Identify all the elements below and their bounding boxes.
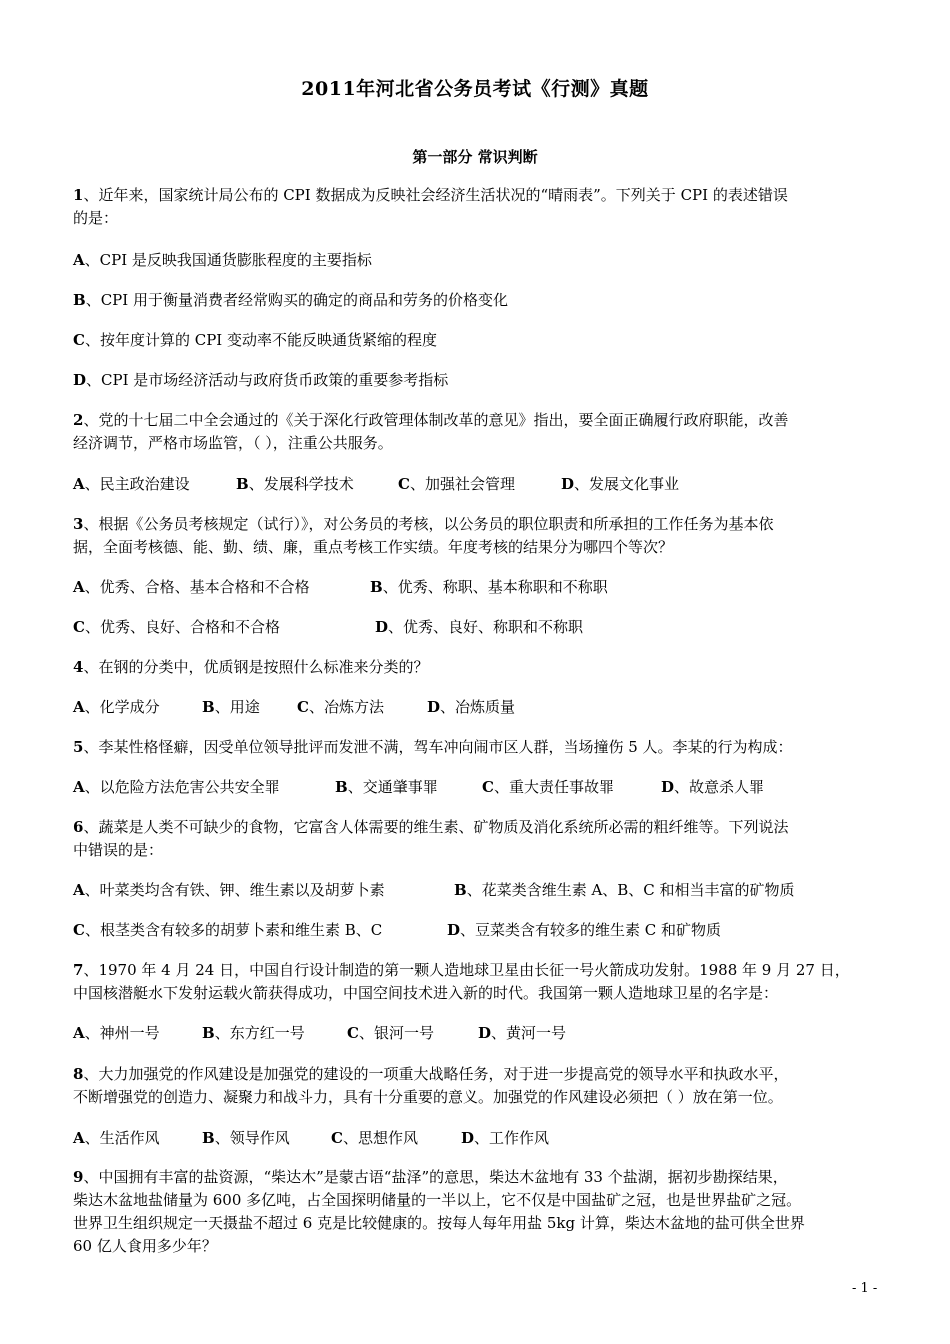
option-text: 、生活作风	[84, 1129, 160, 1147]
question-1-option-a	[73, 249, 372, 271]
option-text: 、冶炼质量	[440, 698, 516, 716]
question-text: 、中国拥有丰富的盐资源，“柴达木”是蒙古语“盐泽”的意思，柴达木盆地有 33 个盐湖，据初步勘探结果，	[83, 1168, 788, 1186]
option-letter: B	[202, 1129, 215, 1147]
option-text: 、以危险方法危害公共安全罪	[84, 778, 280, 796]
option-text: 、东方红一号	[214, 1024, 305, 1042]
option-text: 、冶炼方法	[308, 698, 384, 716]
option-text: 、神州一号	[84, 1024, 160, 1042]
option-letter: C	[482, 778, 494, 796]
option-text: 、CPI 是反映我国通货膨胀程度的主要指标	[84, 251, 372, 269]
option-letter: D	[447, 921, 461, 939]
question-5-option-c	[482, 776, 614, 798]
question-1-option-c	[73, 329, 437, 351]
option-text: 、花菜类含维生素 A、B、C 和相当丰富的矿物质	[466, 881, 795, 899]
option-text: 、优秀、合格、基本合格和不合格	[84, 578, 310, 596]
option-letter: C	[398, 475, 410, 493]
option-letter: A	[73, 251, 85, 269]
question-2-option-d	[561, 473, 679, 495]
question-7-option-b	[202, 1022, 305, 1044]
option-letter: B	[335, 778, 348, 796]
option-letter: D	[478, 1024, 492, 1042]
option-letter: A	[73, 1024, 85, 1042]
question-6-text-line-2: 中错误的是：	[73, 841, 164, 859]
option-text: 、故意杀人罪	[674, 778, 765, 796]
question-5-option-b	[335, 776, 438, 798]
option-text: 、发展科学技术	[248, 475, 354, 493]
question-9-text-line-3: 世界卫生组织规定一天摄盐不超过 6 克是比较健康的。按每人每年用盐 5kg 计算，柴达木盆地的盐可供全世界	[73, 1214, 805, 1232]
option-text: 、思想作风	[342, 1129, 418, 1147]
question-2-option-b	[236, 473, 354, 495]
question-7-text-line-1	[73, 959, 850, 981]
question-4-option-a	[73, 696, 160, 718]
option-text: 、领导作风	[214, 1129, 290, 1147]
option-letter: B	[454, 881, 467, 899]
option-letter: C	[73, 331, 85, 349]
question-text: 、1970 年 4 月 24 日，中国自行设计制造的第一颗人造地球卫星由长征一号火箭成功发射。1988 年 9 月 27 日，	[83, 961, 850, 979]
option-letter: C	[331, 1129, 343, 1147]
question-7-option-d	[478, 1022, 566, 1044]
question-6-option-a	[73, 879, 385, 901]
option-letter: B	[202, 698, 215, 716]
question-9-text-line-2: 柴达木盆地盐储量为 600 多亿吨，占全国探明储量的一半以上，它不仅是中国盐矿之冠，也是世界盐矿之冠。	[73, 1191, 802, 1209]
question-6-option-b	[454, 879, 795, 901]
option-letter: D	[561, 475, 575, 493]
question-number: 5	[73, 738, 84, 756]
option-text: 、重大责任事故罪	[493, 778, 614, 796]
option-letter: C	[73, 921, 85, 939]
question-2-text-line-2: 经济调节，严格市场监管，（ ），注重公共服务。	[73, 434, 393, 452]
question-8-option-d	[461, 1127, 549, 1149]
option-letter: A	[73, 778, 85, 796]
option-text: 、CPI 用于衡量消费者经常购买的确定的商品和劳务的价格变化	[85, 291, 508, 309]
question-6-text-line-1	[73, 816, 788, 838]
option-text: 、根茎类含有较多的胡萝卜素和维生素 B、C	[84, 921, 383, 939]
question-7-option-a	[73, 1022, 160, 1044]
question-8-option-b	[202, 1127, 290, 1149]
question-number: 6	[73, 818, 84, 836]
question-number: 3	[73, 515, 84, 533]
question-8-text-line-2: 不断增强党的创造力、凝聚力和战斗力，具有十分重要的意义。加强党的作风建设必须把（ ）放在第一位。	[73, 1088, 783, 1106]
question-number: 1	[73, 186, 84, 204]
option-letter: D	[73, 371, 87, 389]
option-letter: D	[427, 698, 441, 716]
question-3-option-a	[73, 576, 310, 598]
question-text: 、党的十七届二中全会通过的《关于深化行政管理体制改革的意见》指出，要全面正确履行政府职能，改善	[83, 411, 789, 429]
question-number: 4	[73, 658, 84, 676]
option-letter: C	[347, 1024, 359, 1042]
question-number: 9	[73, 1168, 84, 1186]
question-9-text-line-1	[73, 1166, 788, 1188]
page-number: - 1 -	[852, 1281, 878, 1296]
option-text: 、民主政治建设	[84, 475, 190, 493]
question-1-option-b	[73, 289, 508, 311]
option-text: 、叶菜类均含有铁、钾、维生素以及胡萝卜素	[84, 881, 385, 899]
option-letter: A	[73, 578, 85, 596]
question-4-text-line-1	[73, 656, 428, 678]
option-letter: D	[661, 778, 675, 796]
question-3-option-c	[73, 616, 280, 638]
question-1-option-d	[73, 369, 448, 391]
option-text: 、优秀、良好、称职和不称职	[388, 618, 584, 636]
question-4-option-d	[427, 696, 515, 718]
option-text: 、优秀、良好、合格和不合格	[84, 618, 280, 636]
option-letter: C	[73, 618, 85, 636]
option-text: 、优秀、称职、基本称职和不称职	[382, 578, 608, 596]
option-letter: B	[73, 291, 86, 309]
option-text: 、化学成分	[84, 698, 160, 716]
question-8-text-line-1	[73, 1063, 788, 1085]
option-text: 、工作作风	[474, 1129, 550, 1147]
question-7-option-c	[347, 1022, 434, 1044]
question-9-text-line-4: 60 亿人食用多少年？	[73, 1237, 217, 1255]
question-8-option-c	[331, 1127, 418, 1149]
option-text: 、按年度计算的 CPI 变动率不能反映通货紧缩的程度	[84, 331, 437, 349]
question-7-text-line-2: 中国核潜艇水下发射运载火箭获得成功，中国空间技术进入新的时代。我国第一颗人造地球卫星的名字是：	[73, 984, 779, 1002]
question-1-text-line-2: 的是：	[73, 209, 119, 227]
question-text: 、在钢的分类中，优质钢是按照什么标准来分类的？	[83, 658, 429, 676]
question-text: 、蔬菜是人类不可缺少的食物，它富含人体需要的维生素、矿物质及消化系统所必需的粗纤维等。下列说法	[83, 818, 789, 836]
question-4-option-b	[202, 696, 260, 718]
option-letter: A	[73, 1129, 85, 1147]
option-text: 、黄河一号	[491, 1024, 567, 1042]
question-3-option-b	[370, 576, 608, 598]
question-text: 、大力加强党的作风建设是加强党的建设的一项重大战略任务，对于进一步提高党的领导水平和执政水平，	[83, 1065, 789, 1083]
option-letter: A	[73, 698, 85, 716]
question-3-text-line-2: 据，全面考核德、能、勤、绩、廉，重点考核工作实绩。年度考核的结果分为哪四个等次？	[73, 538, 674, 556]
question-3-text-line-1	[73, 513, 773, 535]
option-letter: B	[236, 475, 249, 493]
option-letter: D	[375, 618, 389, 636]
question-5-text-line-1	[73, 736, 793, 758]
option-letter: B	[202, 1024, 215, 1042]
question-4-option-c	[297, 696, 384, 718]
question-2-option-c	[398, 473, 515, 495]
question-2-text-line-1	[73, 409, 788, 431]
option-text: 、交通肇事罪	[347, 778, 438, 796]
option-text: 、银河一号	[358, 1024, 434, 1042]
question-number: 8	[73, 1065, 84, 1083]
option-text: 、发展文化事业	[574, 475, 680, 493]
question-number: 2	[73, 411, 84, 429]
question-5-option-a	[73, 776, 280, 798]
question-6-option-d	[447, 919, 721, 941]
option-text: 、豆菜类含有较多的维生素 C 和矿物质	[460, 921, 722, 939]
question-6-option-c	[73, 919, 382, 941]
option-letter: C	[297, 698, 309, 716]
question-text: 、根据《公务员考核规定（试行）》，对公务员的考核，以公务员的职位职责和所承担的工作任务为基本依	[83, 515, 774, 533]
page-title: 2011年河北省公务员考试《行测》真题	[301, 78, 649, 100]
question-3-option-d	[375, 616, 583, 638]
option-letter: A	[73, 475, 85, 493]
option-text: 、用途	[214, 698, 260, 716]
question-2-option-a	[73, 473, 190, 495]
question-5-option-d	[661, 776, 764, 798]
option-letter: A	[73, 881, 85, 899]
question-text: 、近年来，国家统计局公布的 CPI 数据成为反映社会经济生活状况的“晴雨表”。下列关于 CPI 的表述错误	[83, 186, 788, 204]
question-number: 7	[73, 961, 84, 979]
question-1-text-line-1	[73, 184, 788, 206]
question-text: 、李某性格怪癖，因受单位领导批评而发泄不满，驾车冲向闹市区人群，当场撞伤 5 人。李某的行为构成：	[83, 738, 793, 756]
option-letter: B	[370, 578, 383, 596]
option-text: 、CPI 是市场经济活动与政府货币政策的重要参考指标	[86, 371, 449, 389]
option-letter: D	[461, 1129, 475, 1147]
section-heading: 第一部分 常识判断	[412, 148, 538, 166]
question-8-option-a	[73, 1127, 160, 1149]
option-text: 、加强社会管理	[409, 475, 515, 493]
